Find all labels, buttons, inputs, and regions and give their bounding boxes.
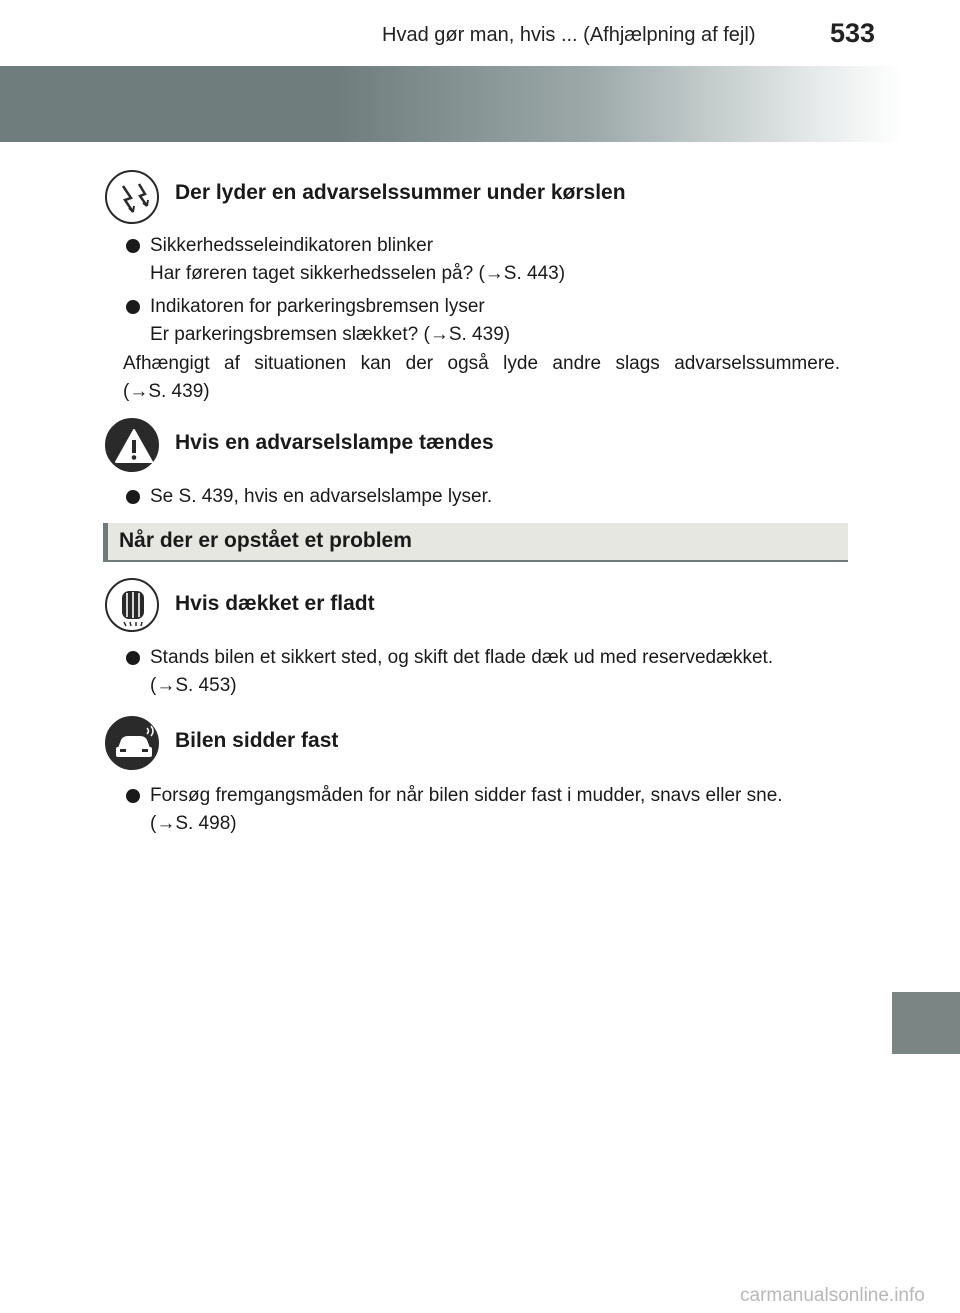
buzzer-item-2-line1: Indikatoren for parkeringsbremsen lyser bbox=[150, 296, 485, 317]
bullet bbox=[126, 490, 140, 504]
flat-tire-line1: Stands bilen et sikkert sted, og skift det flade dæk ud med reservedækket. bbox=[150, 647, 774, 668]
bullet bbox=[126, 239, 140, 253]
buzzer-icon bbox=[105, 170, 159, 224]
flat-tire-line2: (→S. 453) bbox=[150, 675, 237, 696]
bullet bbox=[126, 789, 140, 803]
stuck-line2: (→S. 498) bbox=[150, 813, 237, 834]
tire-icon bbox=[105, 578, 159, 632]
stuck-line1: Forsøg fremgangsmåden for når bilen sidder fast i mudder, snavs eller sne. bbox=[150, 785, 783, 806]
buzzer-note-line1: Afhængigt af situationen kan der også lyde andre slags advarselssummere. bbox=[123, 353, 840, 374]
page-number: 533 bbox=[830, 18, 876, 48]
warning-light-item: Se S. 439, hvis en advarselslampe lyser. bbox=[150, 486, 493, 507]
section-bar-accent bbox=[103, 523, 108, 560]
warning-light-heading: Hvis en advarselslampe tændes bbox=[175, 431, 494, 454]
header-title: Hvad gør man, hvis ... (Afhjælpning af fejl) bbox=[382, 24, 756, 46]
section-title: Når der er opstået et problem bbox=[119, 529, 412, 552]
buzzer-heading: Der lyder en advarselssummer under kørslen bbox=[175, 181, 626, 204]
warning-triangle-icon bbox=[105, 418, 159, 472]
bullet bbox=[126, 300, 140, 314]
header-band bbox=[0, 66, 960, 142]
side-tab bbox=[892, 992, 960, 1054]
buzzer-item-1-line1: Sikkerhedsseleindikatoren blinker bbox=[150, 235, 434, 256]
buzzer-item-2-line2: Er parkeringsbremsen slækket? (→S. 439) bbox=[150, 324, 511, 345]
section-bar bbox=[103, 523, 848, 562]
bullet bbox=[126, 651, 140, 665]
buzzer-item-1-line2: Har føreren taget sikkerhedsselen på? (→S. 443) bbox=[150, 263, 566, 284]
stuck-car-icon bbox=[105, 716, 159, 770]
flat-tire-heading: Hvis dækket er fladt bbox=[175, 592, 375, 615]
stuck-heading: Bilen sidder fast bbox=[175, 729, 339, 752]
buzzer-note-line2: (→S. 439) bbox=[123, 381, 210, 402]
watermark: carmanualsonline.info bbox=[740, 1285, 925, 1306]
